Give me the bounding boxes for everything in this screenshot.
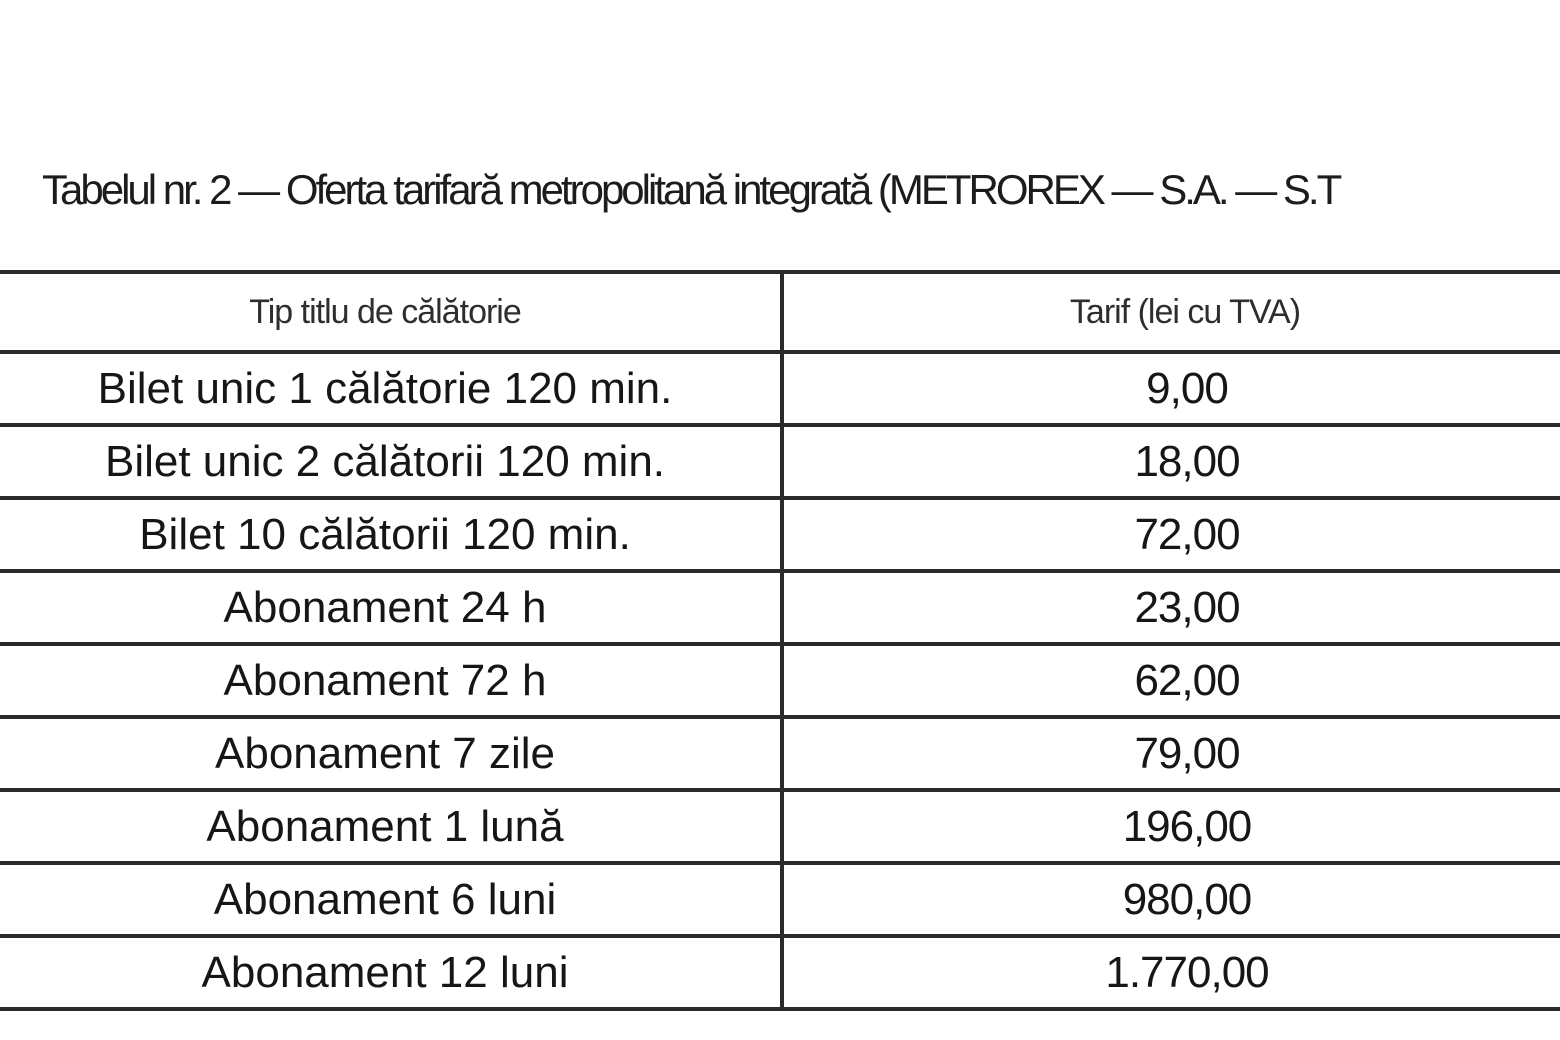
ticket-type-cell: Bilet unic 2 călătorii 120 min. [0,425,782,498]
fare-table [0,270,1560,1011]
table-row [0,425,1560,498]
table-row [0,571,1560,644]
price-cell: 23,00 [782,571,1560,644]
price-cell: 79,00 [782,717,1560,790]
ticket-type-cell: Abonament 24 h [0,571,782,644]
ticket-type-cell: Abonament 7 zile [0,717,782,790]
price-cell: 980,00 [782,863,1560,936]
table-row [0,352,1560,425]
price-cell: 196,00 [782,790,1560,863]
ticket-type-cell: Abonament 72 h [0,644,782,717]
ticket-type-cell: Abonament 1 lună [0,790,782,863]
price-cell: 1.770,00 [782,936,1560,1009]
ticket-type-cell: Abonament 12 luni [0,936,782,1009]
price-cell: 62,00 [782,644,1560,717]
table-caption: Tabelul nr. 2 — Oferta tarifară metropolitană integrată (METROREX — S.A. — S.T [42,166,1340,213]
table-row [0,790,1560,863]
price-cell: 72,00 [782,498,1560,571]
price-cell: 18,00 [782,425,1560,498]
table-row [0,863,1560,936]
table-row [0,717,1560,790]
table-row [0,498,1560,571]
table-row [0,644,1560,717]
ticket-type-cell: Bilet unic 1 călătorie 120 min. [0,352,782,425]
ticket-type-cell: Abonament 6 luni [0,863,782,936]
header-tariff: Tarif (lei cu TVA) [782,272,1560,352]
table-row [0,936,1560,1009]
ticket-type-cell: Bilet 10 călătorii 120 min. [0,498,782,571]
price-cell: 9,00 [782,352,1560,425]
table-header-row [0,272,1560,352]
header-ticket-type: Tip titlu de călătorie [0,272,782,352]
